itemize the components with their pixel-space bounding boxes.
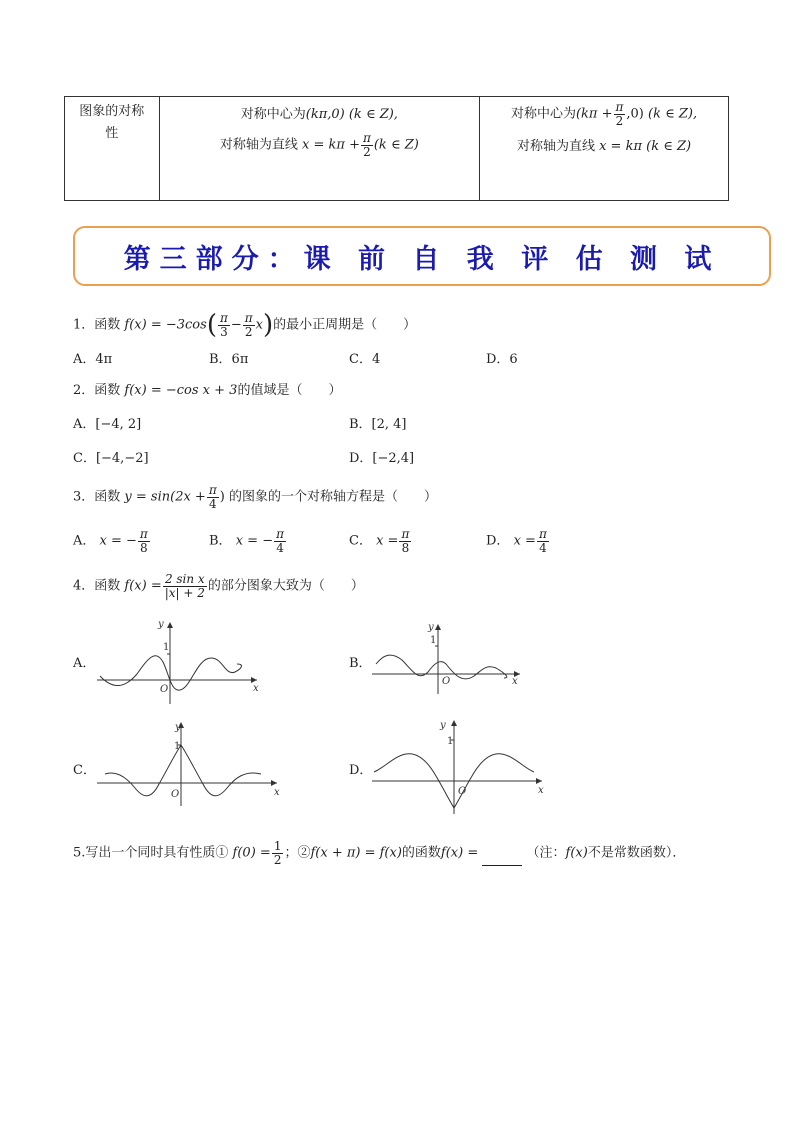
one-label: 1 [163, 642, 170, 653]
frac-num: π [615, 100, 624, 114]
q3-option-d[interactable] [486, 528, 550, 554]
frac-num: π [208, 483, 217, 497]
frac-den: |x| + 2 [164, 585, 205, 600]
note-close: 不是常数函数）． [587, 845, 686, 861]
option-eq: x = [376, 533, 399, 549]
frac-num: π [276, 527, 284, 541]
section-title: 第三部分：课 前 自 我 评 估 测 试 [123, 243, 721, 275]
answer-blank[interactable] [482, 853, 522, 866]
q3-option-a[interactable] [73, 528, 151, 554]
q1-func: f(x) = −3cos [124, 317, 207, 333]
option-label: B． [209, 533, 232, 549]
q4-option-b[interactable]: B． [349, 656, 372, 671]
x-label: x [253, 683, 259, 694]
y-label: y [440, 720, 446, 731]
cos-center-line [161, 103, 478, 122]
y-label: y [158, 619, 164, 630]
origin-label: O [160, 684, 169, 695]
q2-suffix: 的值域是（ ） [237, 383, 342, 398]
origin-label: O [442, 676, 451, 687]
tan-center-line [481, 101, 727, 127]
x-arrow-icon [271, 780, 277, 786]
center-label: 对称中心为 [510, 106, 576, 122]
section-banner [73, 226, 771, 286]
q5-property-1: f(0) = [232, 845, 271, 861]
axis-label: 对称轴为直线 [516, 139, 595, 155]
q1-prefix: 1．函数 [73, 317, 121, 333]
q1-option-b[interactable]: B．6π [209, 352, 249, 367]
frac-den: 8 [401, 540, 410, 555]
q2-option-b[interactable]: B．[2, 4] [349, 417, 407, 432]
q3-option-c[interactable] [349, 528, 412, 554]
frac-den: 8 [140, 540, 148, 555]
axis-kz: (k ∈ Z) [373, 137, 419, 153]
frac-den: 2 [273, 852, 282, 867]
x-label: x [512, 676, 518, 687]
option-eq: x = [513, 533, 536, 549]
axis-kz: (k ∈ Z) [646, 139, 692, 155]
frac-den: 3 [220, 324, 228, 339]
curve [100, 656, 241, 690]
one-label: 1 [447, 736, 454, 747]
fraction [274, 528, 286, 554]
y-arrow-icon [435, 624, 441, 630]
y-label: y [175, 722, 181, 733]
graph-b[interactable] [370, 618, 530, 698]
center-kz: (k ∈ Z), [648, 106, 698, 122]
fraction [163, 573, 207, 599]
q5-sep: ；② [284, 845, 311, 861]
q1-option-c[interactable]: C．4 [349, 352, 381, 367]
x-arrow-icon [536, 778, 542, 784]
frac-den: 4 [539, 540, 547, 555]
y-arrow-icon [451, 720, 457, 726]
option-label: D． [486, 533, 510, 549]
axis-label: 对称轴为直线 [219, 137, 298, 153]
frac-den: 2 [363, 144, 371, 159]
fraction [361, 132, 373, 158]
origin-label: O [171, 789, 180, 800]
frac-num: π [244, 311, 253, 325]
note-open: （注： [526, 845, 566, 861]
frac-den: 4 [276, 540, 284, 555]
frac-den: 2 [615, 113, 624, 128]
question-5 [73, 840, 685, 866]
fraction [537, 528, 549, 554]
center-kz: (k ∈ Z), [348, 107, 398, 122]
minus: − [230, 317, 242, 333]
q5-property-2: f(x + π) = f(x) [310, 845, 402, 861]
q3-prefix: 3．函数 [73, 489, 121, 505]
cos-axis-line [161, 132, 478, 158]
q5-prefix: 5.写出一个同时具有性质① [73, 845, 229, 861]
question-1 [73, 310, 417, 341]
y-arrow-icon [167, 622, 173, 628]
curve [105, 745, 261, 796]
fraction [399, 528, 411, 554]
axis-eq: x = kπ + [302, 137, 360, 153]
origin-label: O [458, 786, 467, 797]
option-label: C． [349, 533, 372, 549]
table-cell-tan [480, 97, 729, 201]
tan-axis-line [481, 135, 727, 154]
q4-suffix: 的部分图象大致为（ ） [207, 578, 364, 594]
q5-mid: 的函数 [401, 845, 441, 861]
frac-den: 2 [244, 324, 253, 339]
fraction [243, 312, 255, 338]
x-var: x [255, 317, 263, 333]
paren-right: ) [263, 310, 274, 341]
one-label: 1 [174, 741, 181, 752]
graph-d[interactable] [370, 716, 550, 816]
q2-option-c[interactable]: C．[−4,−2] [73, 451, 149, 466]
option-label: A． [73, 533, 96, 549]
graph-c[interactable] [95, 718, 285, 808]
q2-option-a[interactable]: A．[−4, 2] [73, 417, 142, 432]
table-row-label [65, 97, 160, 201]
q1-option-d[interactable]: D．6 [486, 352, 518, 367]
q4-option-d[interactable]: D． [349, 763, 373, 778]
x-label: x [538, 785, 544, 796]
q1-suffix: 的最小正周期是（ ） [273, 317, 417, 333]
center-left: (kπ + [575, 106, 613, 122]
fraction [614, 101, 626, 127]
q4-option-a[interactable]: A． [73, 656, 96, 671]
question-3 [73, 484, 437, 510]
frac-num: π [362, 131, 371, 145]
fraction [218, 312, 230, 338]
q3-func: y = sin(2x + [124, 489, 206, 505]
frac-num: 1 [273, 839, 282, 853]
q4-func: f(x) = [124, 578, 162, 594]
question-2 [73, 384, 341, 397]
q4-option-c[interactable]: C． [73, 763, 96, 778]
close-paren: ) [219, 489, 225, 505]
frac-num: π [139, 527, 148, 541]
fraction [272, 840, 284, 866]
symmetry-table [64, 96, 729, 201]
q1-option-a[interactable]: A．4π [73, 352, 113, 367]
fraction [207, 484, 219, 510]
frac-num: π [401, 527, 410, 541]
center-right: ,0) [626, 106, 644, 122]
q2-prefix: 2．函数 [73, 383, 121, 398]
axis-eq: x = kπ [599, 139, 643, 155]
center-label: 对称中心为 [240, 107, 306, 122]
question-4 [73, 573, 364, 599]
frac-num: π [219, 311, 228, 325]
note-f: f(x) [565, 845, 588, 861]
row-label-text: 图象的对称性 [79, 104, 145, 141]
y-label: y [428, 622, 434, 633]
q5-answer-prefix: f(x) = [440, 845, 479, 861]
frac-num: π [538, 527, 547, 541]
fraction [138, 528, 150, 554]
q4-prefix: 4．函数 [73, 578, 121, 594]
frac-num: 2 sin x [163, 573, 207, 587]
option-eq: x = − [99, 533, 137, 549]
q2-func: f(x) = −cos x + 3 [124, 383, 238, 398]
frac-den: 4 [208, 496, 217, 511]
q3-suffix: 的图象的一个对称轴方程是（ ） [228, 489, 437, 505]
option-eq: x = − [235, 533, 274, 549]
center-point: (kπ,0) [305, 107, 345, 122]
one-label: 1 [430, 635, 437, 646]
q3-option-b[interactable] [209, 528, 287, 554]
paren-left: ( [206, 310, 217, 341]
graph-a[interactable] [95, 618, 265, 706]
x-label: x [274, 787, 280, 798]
table-cell-cos [159, 97, 479, 201]
q2-option-d[interactable]: D．[−2,4] [349, 451, 415, 466]
